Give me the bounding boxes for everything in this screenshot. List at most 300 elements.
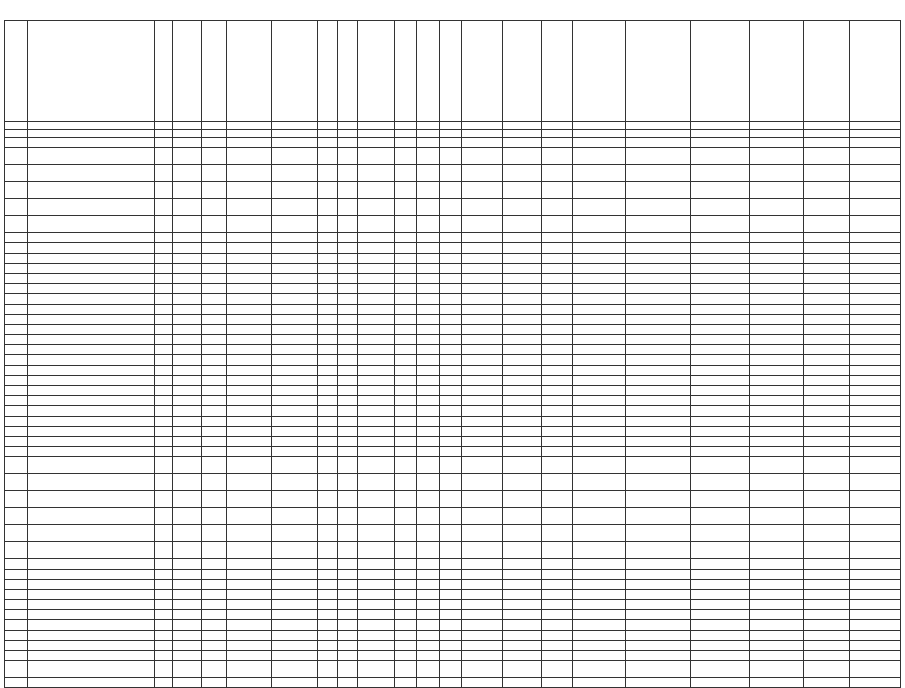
table-cell <box>462 508 503 525</box>
table-cell <box>172 345 201 355</box>
col-header-17 <box>573 21 625 122</box>
table-cell <box>439 491 462 508</box>
table-row <box>5 233 901 243</box>
table-cell <box>625 474 691 491</box>
table-cell <box>202 138 227 148</box>
table-cell <box>691 375 750 385</box>
unit-cell <box>394 122 417 130</box>
col-header-20 <box>750 21 804 122</box>
table-cell <box>154 416 172 426</box>
table-cell <box>337 365 357 375</box>
table-cell <box>272 620 317 630</box>
table-cell <box>27 199 154 216</box>
table-cell <box>625 233 691 243</box>
table-cell <box>573 386 625 396</box>
table-cell <box>541 589 573 599</box>
table-cell <box>27 474 154 491</box>
table-cell <box>272 569 317 579</box>
table-cell <box>172 569 201 579</box>
table-cell <box>625 165 691 182</box>
unit-cell <box>202 122 227 130</box>
table-row <box>5 365 901 375</box>
table-cell <box>394 600 417 610</box>
table-cell <box>462 600 503 610</box>
table-cell <box>394 406 417 416</box>
table-cell <box>172 610 201 620</box>
table-cell <box>573 508 625 525</box>
table-cell <box>439 148 462 165</box>
table-cell <box>337 491 357 508</box>
column-number-cell <box>202 130 227 138</box>
col-header-1 <box>5 21 28 122</box>
unit-cell <box>172 122 201 130</box>
table-cell <box>27 589 154 599</box>
table-cell <box>202 324 227 334</box>
table-cell <box>541 396 573 406</box>
table-cell <box>226 436 271 446</box>
table-cell <box>394 284 417 294</box>
table-cell <box>573 406 625 416</box>
table-cell <box>573 148 625 165</box>
table-cell <box>462 651 503 661</box>
table-cell <box>462 447 503 457</box>
col-header-6 <box>226 21 271 122</box>
table-cell <box>573 630 625 640</box>
column-number-cell <box>394 130 417 138</box>
table-cell <box>337 396 357 406</box>
table-cell <box>503 559 542 569</box>
table-cell <box>172 600 201 610</box>
unit-cell <box>27 122 154 130</box>
table-cell <box>337 651 357 661</box>
table-cell <box>573 678 625 688</box>
table-cell <box>573 569 625 579</box>
table-row <box>5 199 901 216</box>
table-cell <box>691 579 750 589</box>
table-cell <box>691 525 750 542</box>
table-cell <box>691 678 750 688</box>
table-cell <box>503 569 542 579</box>
table-cell <box>202 416 227 426</box>
table-cell <box>27 314 154 324</box>
table-cell <box>849 678 900 688</box>
table-cell <box>573 273 625 283</box>
table-cell <box>172 651 201 661</box>
table-cell <box>462 491 503 508</box>
table-cell <box>462 273 503 283</box>
table-cell <box>337 345 357 355</box>
table-cell <box>202 589 227 599</box>
table-cell <box>358 491 394 508</box>
table-cell <box>417 426 440 436</box>
table-cell <box>172 406 201 416</box>
table-cell <box>5 542 28 559</box>
table-cell <box>625 525 691 542</box>
table-cell <box>226 589 271 599</box>
table-cell <box>202 600 227 610</box>
table-cell <box>849 436 900 446</box>
table-cell <box>172 589 201 599</box>
table-cell <box>317 678 337 688</box>
table-cell <box>503 199 542 216</box>
table-cell <box>337 630 357 640</box>
table-cell <box>27 491 154 508</box>
table-cell <box>439 138 462 148</box>
table-cell <box>691 508 750 525</box>
unit-cell <box>272 122 317 130</box>
table-cell <box>394 651 417 661</box>
table-cell <box>541 525 573 542</box>
table-row <box>5 165 901 182</box>
table-cell <box>439 335 462 345</box>
table-cell <box>337 138 357 148</box>
table-cell <box>202 610 227 620</box>
table-cell <box>226 304 271 314</box>
table-cell <box>394 314 417 324</box>
table-cell <box>317 542 337 559</box>
table-cell <box>172 355 201 365</box>
table-cell <box>849 165 900 182</box>
table-cell <box>154 165 172 182</box>
table-cell <box>849 457 900 474</box>
table-cell <box>5 148 28 165</box>
table-cell <box>394 640 417 650</box>
table-cell <box>804 284 849 294</box>
table-cell <box>503 182 542 199</box>
table-cell <box>337 386 357 396</box>
table-cell <box>625 263 691 273</box>
table-row <box>5 345 901 355</box>
table-cell <box>5 386 28 396</box>
table-cell <box>172 243 201 253</box>
table-cell <box>439 559 462 569</box>
table-cell <box>849 491 900 508</box>
table-cell <box>804 620 849 630</box>
column-number-cell <box>439 130 462 138</box>
table-cell <box>849 216 900 233</box>
table-cell <box>625 640 691 650</box>
table-cell <box>573 165 625 182</box>
table-cell <box>750 678 804 688</box>
table-cell <box>317 661 337 678</box>
table-body <box>5 138 901 688</box>
table-cell <box>691 335 750 345</box>
table-cell <box>154 630 172 640</box>
table-cell <box>439 314 462 324</box>
column-number-cell <box>462 130 503 138</box>
table-cell <box>226 294 271 304</box>
table-cell <box>849 304 900 314</box>
table-cell <box>625 406 691 416</box>
table-cell <box>394 542 417 559</box>
table-cell <box>154 457 172 474</box>
table-cell <box>541 651 573 661</box>
table-cell <box>154 148 172 165</box>
table-cell <box>5 447 28 457</box>
table-cell <box>272 253 317 263</box>
table-cell <box>272 243 317 253</box>
table-cell <box>317 253 337 263</box>
table-cell <box>358 589 394 599</box>
table-cell <box>503 386 542 396</box>
table-cell <box>417 579 440 589</box>
table-cell <box>27 661 154 678</box>
table-row <box>5 304 901 314</box>
table-cell <box>27 182 154 199</box>
table-cell <box>226 610 271 620</box>
table-cell <box>541 416 573 426</box>
table-cell <box>394 243 417 253</box>
table-cell <box>439 365 462 375</box>
table-cell <box>804 273 849 283</box>
table-cell <box>154 678 172 688</box>
table-cell <box>804 436 849 446</box>
table-cell <box>358 661 394 678</box>
table-cell <box>573 610 625 620</box>
col-header-19 <box>691 21 750 122</box>
table-cell <box>849 375 900 385</box>
table-cell <box>358 436 394 446</box>
table-cell <box>849 182 900 199</box>
table-cell <box>573 138 625 148</box>
table-cell <box>272 335 317 345</box>
table-cell <box>750 620 804 630</box>
table-cell <box>5 436 28 446</box>
table-cell <box>154 335 172 345</box>
table-cell <box>272 365 317 375</box>
unit-cell <box>154 122 172 130</box>
column-number-cell <box>337 130 357 138</box>
table-cell <box>154 589 172 599</box>
table-cell <box>625 355 691 365</box>
table-cell <box>27 304 154 314</box>
table-cell <box>804 678 849 688</box>
table-cell <box>5 314 28 324</box>
table-cell <box>172 335 201 345</box>
table-row <box>5 474 901 491</box>
table-cell <box>154 436 172 446</box>
table-cell <box>172 216 201 233</box>
table-cell <box>5 335 28 345</box>
table-cell <box>804 233 849 243</box>
table-cell <box>5 324 28 334</box>
table-cell <box>503 138 542 148</box>
table-cell <box>337 620 357 630</box>
table-cell <box>154 375 172 385</box>
table-cell <box>226 314 271 324</box>
table-cell <box>804 335 849 345</box>
table-cell <box>503 610 542 620</box>
table-cell <box>691 138 750 148</box>
table-cell <box>750 294 804 304</box>
table-cell <box>439 630 462 640</box>
table-cell <box>691 345 750 355</box>
table-cell <box>462 284 503 294</box>
table-cell <box>226 324 271 334</box>
table-cell <box>573 182 625 199</box>
table-cell <box>202 491 227 508</box>
table-cell <box>573 651 625 661</box>
table-cell <box>573 284 625 294</box>
column-number-cell <box>5 130 28 138</box>
table-cell <box>358 335 394 345</box>
table-cell <box>462 365 503 375</box>
table-cell <box>541 165 573 182</box>
table-row <box>5 436 901 446</box>
table-cell <box>154 542 172 559</box>
table-cell <box>172 138 201 148</box>
table-cell <box>625 148 691 165</box>
table-cell <box>172 678 201 688</box>
table-cell <box>202 335 227 345</box>
table-cell <box>417 324 440 334</box>
table-cell <box>202 525 227 542</box>
table-cell <box>462 525 503 542</box>
table-cell <box>272 589 317 599</box>
table-cell <box>172 426 201 436</box>
table-cell <box>750 436 804 446</box>
table-row <box>5 426 901 436</box>
table-cell <box>27 253 154 263</box>
table-cell <box>5 233 28 243</box>
table-cell <box>226 640 271 650</box>
table-cell <box>804 165 849 182</box>
table-cell <box>226 406 271 416</box>
table-cell <box>5 396 28 406</box>
table-cell <box>394 457 417 474</box>
table-cell <box>337 610 357 620</box>
table-cell <box>462 182 503 199</box>
table-cell <box>439 199 462 216</box>
table-cell <box>750 426 804 436</box>
table-row <box>5 457 901 474</box>
header-row <box>5 21 901 122</box>
table-cell <box>27 436 154 446</box>
table-cell <box>750 559 804 569</box>
table-cell <box>272 630 317 640</box>
table-cell <box>541 335 573 345</box>
table-cell <box>625 253 691 263</box>
table-cell <box>337 148 357 165</box>
table-cell <box>337 263 357 273</box>
table-cell <box>691 396 750 406</box>
table-cell <box>503 491 542 508</box>
table-cell <box>317 525 337 542</box>
column-number-cell <box>226 130 271 138</box>
table-cell <box>541 630 573 640</box>
table-cell <box>849 416 900 426</box>
table-cell <box>154 345 172 355</box>
table-cell <box>27 579 154 589</box>
table-cell <box>5 243 28 253</box>
table-cell <box>27 324 154 334</box>
table-cell <box>691 284 750 294</box>
table-cell <box>804 589 849 599</box>
table-cell <box>625 304 691 314</box>
table-cell <box>317 651 337 661</box>
table-cell <box>226 165 271 182</box>
table-cell <box>849 253 900 263</box>
table-cell <box>573 324 625 334</box>
table-cell <box>226 474 271 491</box>
table-cell <box>691 620 750 630</box>
table-cell <box>394 182 417 199</box>
table-cell <box>541 273 573 283</box>
table-cell <box>317 233 337 243</box>
table-cell <box>417 165 440 182</box>
table-cell <box>394 508 417 525</box>
table-cell <box>541 243 573 253</box>
table-cell <box>337 525 357 542</box>
unit-cell <box>317 122 337 130</box>
table-cell <box>462 263 503 273</box>
table-cell <box>394 324 417 334</box>
table-cell <box>804 579 849 589</box>
table-cell <box>541 345 573 355</box>
table-cell <box>5 138 28 148</box>
table-cell <box>394 263 417 273</box>
table-cell <box>503 294 542 304</box>
table-cell <box>317 335 337 345</box>
table-row <box>5 386 901 396</box>
table-cell <box>337 324 357 334</box>
table-row <box>5 216 901 233</box>
table-cell <box>317 620 337 630</box>
table-cell <box>202 457 227 474</box>
table-cell <box>172 474 201 491</box>
table-cell <box>750 600 804 610</box>
table-cell <box>691 426 750 436</box>
table-cell <box>337 542 357 559</box>
table-cell <box>337 447 357 457</box>
table-cell <box>417 436 440 446</box>
table-cell <box>417 474 440 491</box>
table-cell <box>417 294 440 304</box>
table-cell <box>541 508 573 525</box>
table-cell <box>849 559 900 569</box>
table-cell <box>750 396 804 406</box>
table-cell <box>226 396 271 406</box>
table-cell <box>27 335 154 345</box>
table-cell <box>172 375 201 385</box>
table-cell <box>691 600 750 610</box>
table-cell <box>503 457 542 474</box>
table-cell <box>394 199 417 216</box>
table-cell <box>337 589 357 599</box>
table-cell <box>541 199 573 216</box>
table-cell <box>358 138 394 148</box>
table-cell <box>358 630 394 640</box>
column-number-cell <box>417 130 440 138</box>
table-cell <box>541 294 573 304</box>
table-cell <box>804 610 849 620</box>
table-cell <box>541 355 573 365</box>
table-cell <box>462 233 503 243</box>
table-cell <box>394 620 417 630</box>
table-cell <box>750 263 804 273</box>
table-cell <box>27 165 154 182</box>
col-header-14 <box>462 21 503 122</box>
table-cell <box>417 233 440 243</box>
table-cell <box>27 559 154 569</box>
table-cell <box>573 600 625 610</box>
table-cell <box>337 569 357 579</box>
table-cell <box>804 216 849 233</box>
table-cell <box>202 474 227 491</box>
table-cell <box>625 324 691 334</box>
table-row <box>5 294 901 304</box>
column-number-cell <box>358 130 394 138</box>
